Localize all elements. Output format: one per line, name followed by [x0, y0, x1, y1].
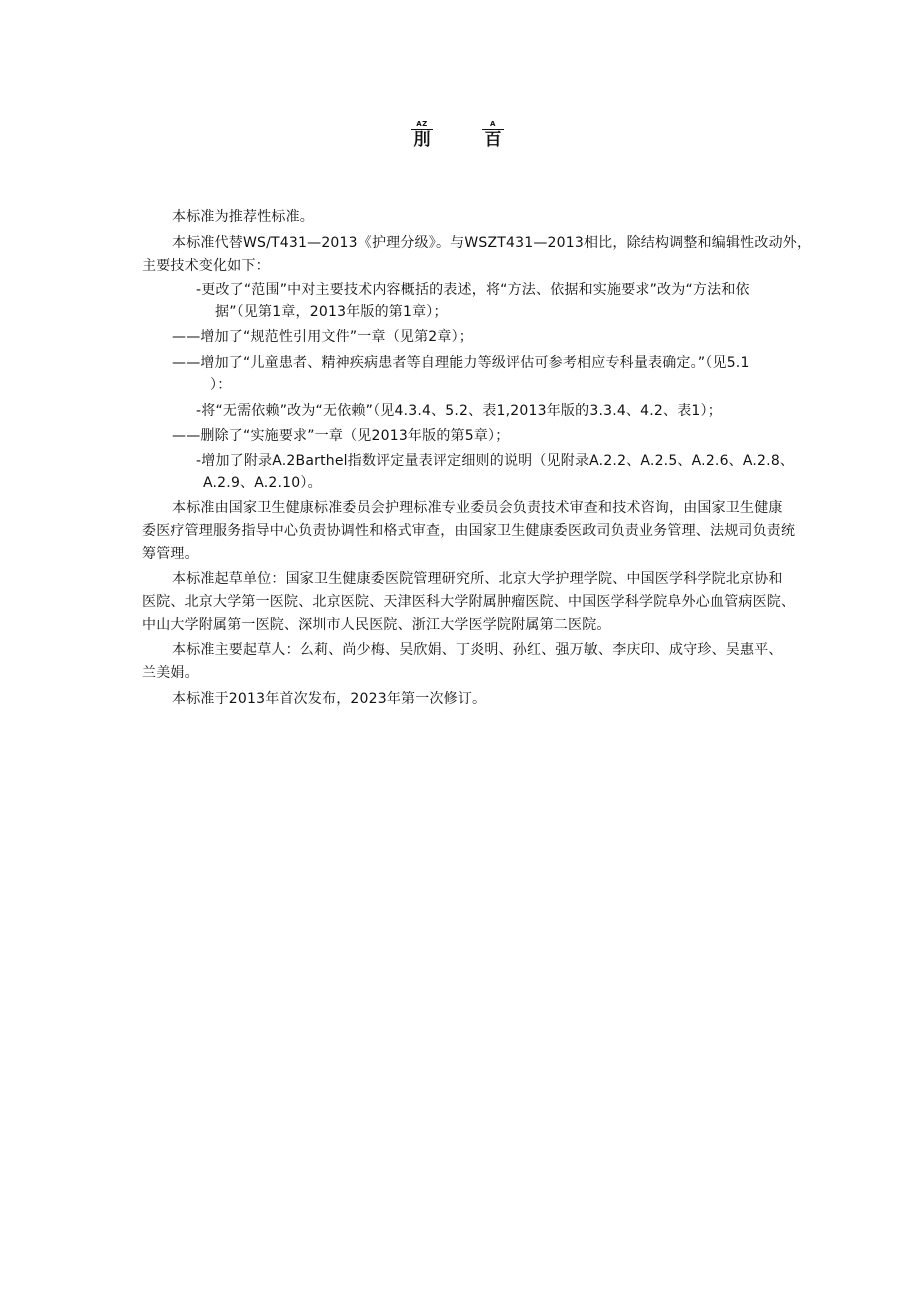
heading-char-1-accent: AZ — [411, 120, 433, 130]
paragraph-drafters-line-1: 本标准主要起草人：么莉、尚少梅、吴欣娟、丁炎明、孙红、强万敏、李庆印、成守珍、吴惠平、 — [172, 642, 783, 658]
paragraph-review-line-1: 本标准由国家卫生健康标准委员会护理标准专业委员会负责技术审查和技术咨询，由国家卫生健康 — [172, 500, 783, 516]
paragraph-replaces-line-1: 本标准代替WS/T431—2013《护理分级》。与WSZT431—2013相比，除结构调整和编辑性改动外， — [172, 235, 812, 251]
heading-char-2 — [473, 120, 513, 150]
change-item-2: ——增加了“规范性引用文件”一章（见第2章）； — [172, 329, 474, 345]
change-item-6-line-2: A.2.9、A.2.10）。 — [203, 475, 322, 491]
heading-char-1-glyph: 刖 — [413, 130, 431, 150]
paragraph-drafting-units-line-1: 本标准起草单位：国家卫生健康委医院管理研究所、北京大学护理学院、中国医学科学院北京协和 — [172, 571, 783, 587]
foreword-heading — [0, 120, 920, 160]
change-item-3-line-2: ）： — [210, 377, 232, 393]
heading-char-1 — [402, 120, 442, 150]
heading-char-2-glyph: 百 — [484, 130, 502, 150]
change-item-1-line-2: 据”（见第1章，2013年版的第1章）； — [215, 304, 448, 320]
paragraph-drafting-units-line-2: 医院、北京大学第一医院、北京医院、天津医科大学附属肿瘤医院、中国医学科学院阜外心血管病医院、 — [142, 594, 796, 610]
change-item-3-line-1: ——增加了“儿童患者、精神疾病患者等自理能力等级评估可参考相应专科量表确定。”（见5.1 — [172, 355, 750, 371]
change-item-6-line-1: -增加了附录A.2Barthel指数评定量表评定细则的说明（见附录A.2.2、A.2.5、A.2.6、A.2.8、 — [196, 453, 795, 469]
heading-char-2-accent: A — [482, 120, 504, 130]
change-item-5: ——删除了“实施要求”一章（见2013年版的第5章）； — [172, 428, 510, 444]
paragraph-review-line-3: 筹管理。 — [142, 546, 199, 562]
paragraph-recommended: 本标准为推荐性标准。 — [172, 209, 314, 225]
paragraph-drafting-units-line-3: 中山大学附属第一医院、深圳市人民医院、浙江大学医学院附属第二医院。 — [142, 617, 611, 633]
change-item-1-line-1: -更改了“范围”中对主要技术内容概括的表述，将“方法、依据和实施要求”改为“方法和依 — [196, 282, 750, 298]
paragraph-publication: 本标准于2013年首次发布，2023年第一次修订。 — [172, 691, 487, 707]
paragraph-review-line-2: 委医疗管理服务指导中心负责协调性和格式审查，由国家卫生健康委医政司负责业务管理、法规司负责统 — [142, 523, 796, 539]
paragraph-replaces-line-2: 主要技术变化如下： — [142, 258, 270, 274]
change-item-4: -将“无需依赖”改为“无依赖”（见4.3.4、5.2、表1,2013年版的3.3.4、4.2、表1）； — [196, 403, 722, 419]
paragraph-drafters-line-2: 兰美娟。 — [142, 665, 199, 681]
